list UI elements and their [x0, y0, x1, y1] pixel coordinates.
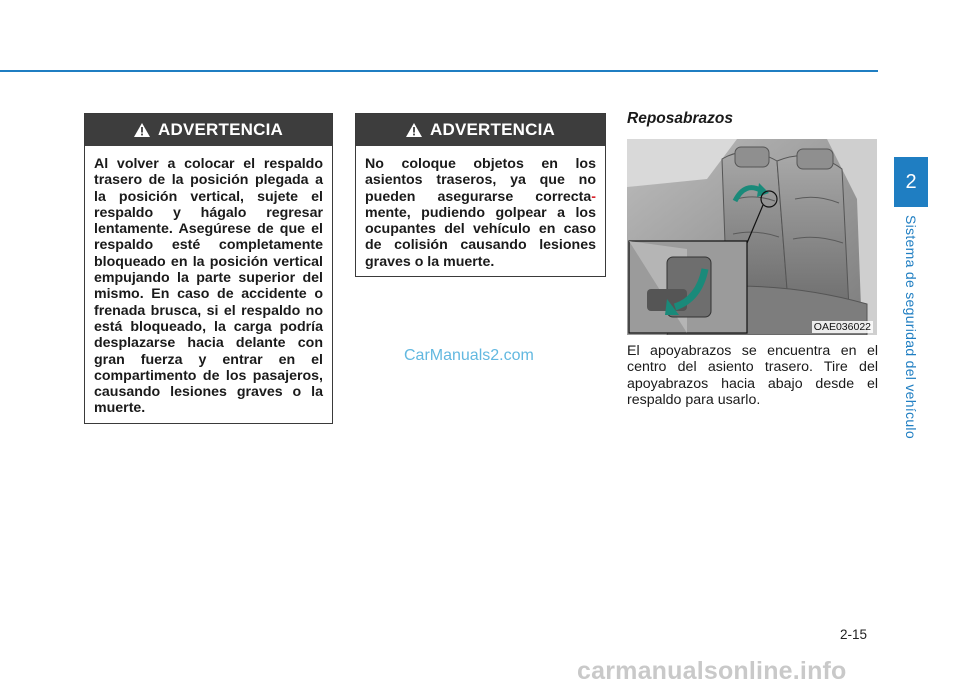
warning-triangle-icon [134, 123, 150, 137]
chapter-tab[interactable]: 2 [894, 157, 928, 207]
warning-box-2 [355, 113, 606, 277]
warning-header-1 [85, 114, 332, 146]
warning-body-2 [356, 146, 605, 270]
watermark-link[interactable]: CarManuals2.com [404, 347, 534, 364]
warning-triangle-icon [406, 123, 422, 137]
figure-code: OAE036022 [813, 321, 871, 333]
warning-body-text: No coloque objetos en los asientos traseros, ya que no pueden asegurarse correcta [365, 156, 596, 205]
chapter-label: Sistema de seguridad del vehículo [903, 215, 919, 439]
warning-body-text: mente, pudiendo golpear a los ocupantes del vehículo en caso de colisión causando lesiones graves o la muerte. [365, 204, 596, 270]
section-title: Reposabrazos [627, 110, 733, 127]
warning-header-2 [356, 114, 605, 146]
footer-site-link[interactable]: carmanualsonline.info [577, 657, 847, 685]
warning-box-1 [84, 113, 333, 424]
warning-header-label: ADVERTENCIA [430, 120, 555, 139]
seat-illustration [627, 139, 877, 335]
page-number: 2-15 [840, 627, 868, 642]
warning-hyphen: - [591, 188, 596, 205]
warning-header-label: ADVERTENCIA [158, 120, 283, 139]
section-paragraph: El apoyabrazos se encuentra en el centro del asiento trasero. Tire del apoyabrazos hacia abajo desde el respaldo para usarlo. [627, 343, 878, 408]
armrest-illustration [627, 139, 877, 335]
warning-body-1: Al volver a colocar el respaldo trasero de la posición plegada a la posición vertical, sujete el respaldo y hágalo regresar lentamente. Asegúrese de que el respaldo esté completamente bloqueado en la posición vertical empujando la parte superior del mismo. En caso de accidente o frenada brusca, si el respaldo no está bloqueado, la carga podría desplazarse hacia delante con gran fuerza y entrar en el compartimento de los pasajeros, causando lesiones graves o la muerte. [94, 156, 323, 417]
top-rule [0, 70, 878, 72]
